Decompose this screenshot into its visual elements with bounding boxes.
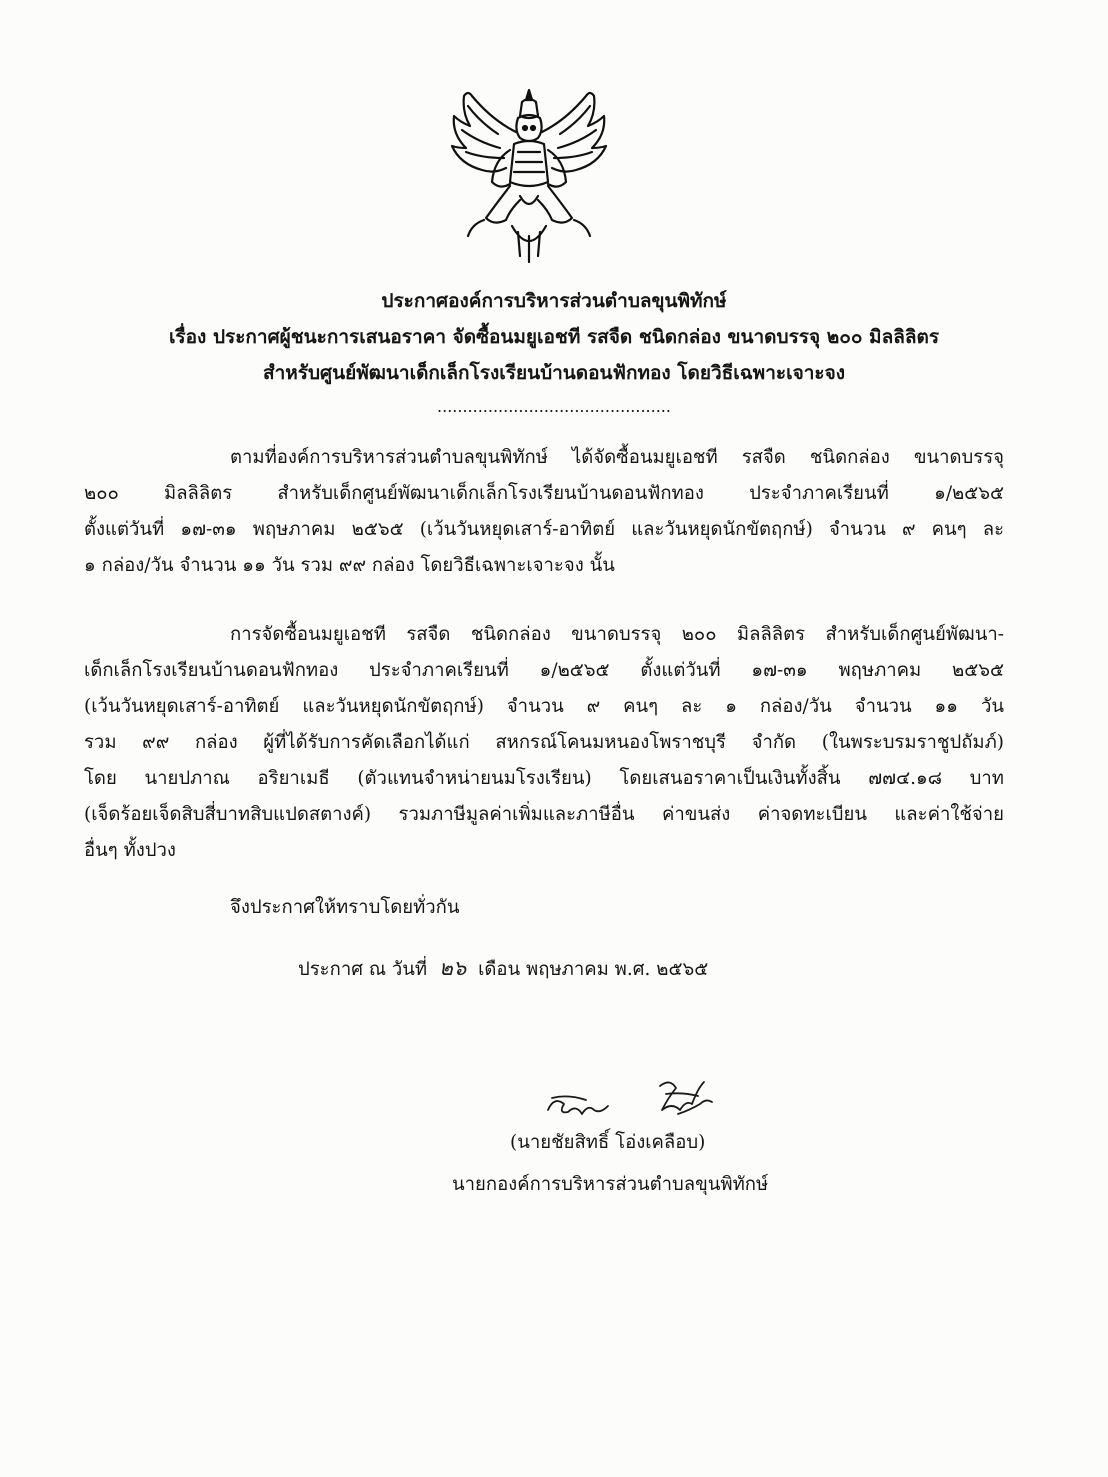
signatory-name: (นายชัยสิทธิ์ โอ่งเคลือบ) — [510, 1132, 706, 1153]
announcement-title: ประกาศองค์การบริหารส่วนตำบลขุนพิทักษ์ — [381, 290, 727, 312]
signature-icon — [542, 1074, 722, 1124]
paragraph-line: รวม ๙๙ กล่อง ผู้ที่ได้รับการคัดเลือกได้แก่ สหกรณ์โคนมหนองโพราชบุรี จำกัด (ในพระบรมราชูปถัมภ์) — [84, 732, 1004, 753]
paragraph-2 — [84, 617, 1004, 869]
date-prefix: ประกาศ ณ วันที่ — [298, 959, 428, 980]
garuda-emblem-icon — [448, 86, 610, 266]
paragraph-line: ๒๐๐ มิลลิลิตร สำหรับเด็กศูนย์พัฒนาเด็กเล็กโรงเรียนบ้านดอนฟักทอง ประจำภาคเรียนที่ ๑/๒๕๖๕ — [84, 483, 1004, 504]
paragraph-line: การจัดซื้อนมยูเอชที รสจืด ชนิดกล่อง ขนาดบรรจุ ๒๐๐ มิลลิลิตร สำหรับเด็กศูนย์พัฒนา- — [230, 624, 1004, 645]
paragraph-line: เด็กเล็กโรงเรียนบ้านดอนฟักทอง ประจำภาคเรียนที่ ๑/๒๕๖๕ ตั้งแต่วันที่ ๑๗-๓๑ พฤษภาคม ๒๕๖๕ — [84, 660, 1004, 681]
paragraph-1 — [84, 440, 1004, 584]
paragraph-line: (เว้นวันหยุดเสาร์-อาทิตย์ และวันหยุดนักขัตฤกษ์) จำนวน ๙ คนๆ ละ ๑ กล่อง/วัน จำนวน ๑๑ วัน — [84, 696, 1004, 717]
closing-statement: จึงประกาศให้ทราบโดยทั่วกัน — [230, 897, 460, 918]
subject-line-1: เรื่อง ประกาศผู้ชนะการเสนอราคา จัดซื้อนมยูเอชที รสจืด ชนิดกล่อง ขนาดบรรจุ ๒๐๐ มิลลิลิตร — [168, 326, 940, 348]
subject-line-2: สำหรับศูนย์พัฒนาเด็กเล็กโรงเรียนบ้านดอนฟักทอง โดยวิธีเฉพาะเจาะจง — [263, 362, 845, 384]
paragraph-line: ๑ กล่อง/วัน จำนวน ๑๑ วัน รวม ๙๙ กล่อง โดยวิธีเฉพาะเจาะจง นั้น — [84, 555, 615, 576]
signatory-title: นายกองค์การบริหารส่วนตำบลขุนพิทักษ์ — [452, 1174, 769, 1195]
announcement-date — [298, 952, 708, 985]
separator: .............................................. — [437, 397, 671, 416]
paragraph-line: ตามที่องค์การบริหารส่วนตำบลขุนพิทักษ์ ได้จัดซื้อนมยูเอชที รสจืด ชนิดกล่อง ขนาดบรรจุ — [230, 447, 1004, 468]
paragraph-line: อื่นๆ ทั้งปวง — [84, 840, 176, 861]
paragraph-line: (เจ็ดร้อยเจ็ดสิบสี่บาทสิบแปดสตางค์) รวมภาษีมูลค่าเพิ่มและภาษีอื่น ค่าขนส่ง ค่าจดทะเบียน และค่าใช้จ่าย — [84, 804, 1004, 825]
date-day: ๒๖ — [439, 956, 467, 980]
paragraph-line: ตั้งแต่วันที่ ๑๗-๓๑ พฤษภาคม ๒๕๖๕ (เว้นวันหยุดเสาร์-อาทิตย์ และวันหยุดนักขัตฤกษ์) จำนวน ๙ คนๆ ละ — [84, 519, 1004, 540]
date-suffix: เดือน พฤษภาคม พ.ศ. ๒๕๖๕ — [478, 959, 709, 980]
paragraph-line: โดย นายปภาณ อริยาเมธี (ตัวแทนจำหน่ายนมโรงเรียน) โดยเสนอราคาเป็นเงินทั้งสิ้น ๗๗๔.๑๘ บาท — [84, 768, 1004, 789]
